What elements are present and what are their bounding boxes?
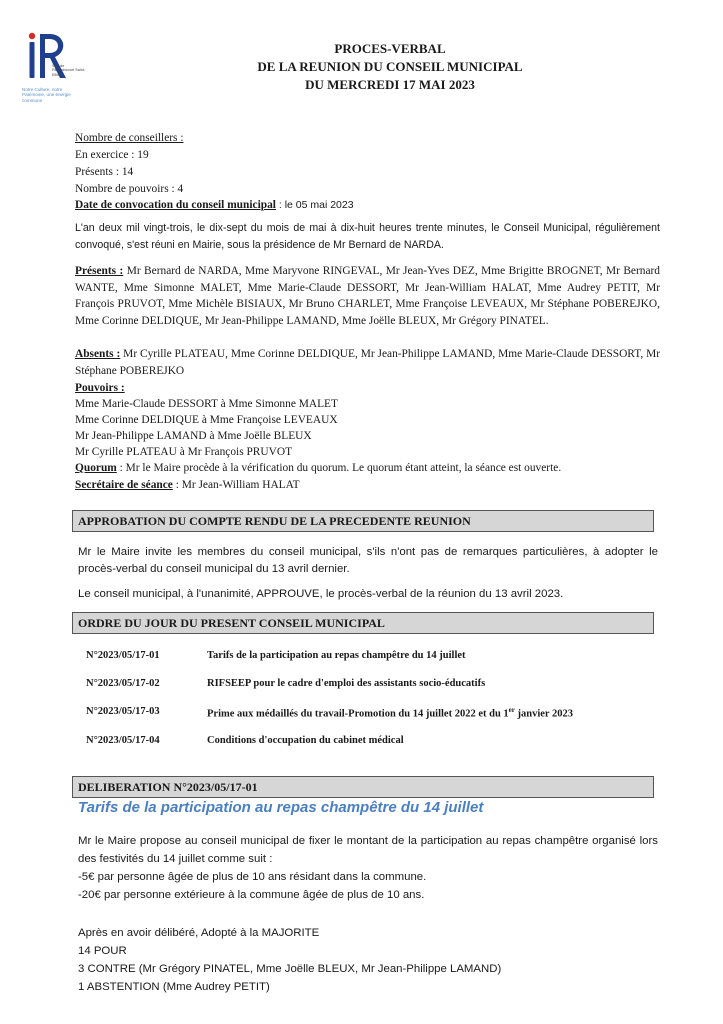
title-line-1: PROCES-VERBAL — [334, 41, 446, 56]
approval-result: Le conseil municipal, à l'unanimité, APPROUVE, le procès-verbal de la réunion du 13 avril 2023. — [78, 588, 564, 600]
proxy-item: Mr Cyrille PLATEAU à Mr François PRUVOT — [75, 446, 293, 458]
vote-for: 14 POUR — [78, 945, 127, 957]
agenda-number: N°2023/05/17-02 — [86, 678, 160, 689]
section-heading-deliberation: DELIBERATION N°2023/05/17-01 — [72, 776, 654, 798]
convocation-label: Date de convocation du conseil municipal — [75, 199, 276, 211]
section-heading-agenda: ORDRE DU JOUR DU PRESENT CONSEIL MUNICIPAL — [72, 612, 654, 634]
agenda-label: Conditions d'occupation du cabinet médical — [207, 735, 404, 746]
vote-against: 3 CONTRE (Mr Grégory PINATEL, Mme Joëlle BLEUX, Mr Jean-Philippe LAMAND) — [78, 963, 502, 975]
absent-block — [75, 346, 660, 379]
present-block — [75, 263, 660, 329]
logo-tagline: Notre Culture, notre Patrimoine, une énergie commune — [22, 87, 71, 103]
document-title — [200, 40, 580, 94]
vote-intro: Après en avoir délibéré, Adopté à la MAJORITE — [78, 927, 320, 939]
proxy-item: Mme Corinne DELDIQUE à Mme Françoise LEVEAUX — [75, 414, 338, 426]
absent-label: Absents : — [75, 348, 121, 360]
counts-exercise: En exercice : 19 — [75, 149, 149, 161]
counts-present: Présents : 14 — [75, 166, 134, 178]
convocation-value: : le 05 mai 2023 — [275, 199, 354, 211]
absent-text: Mr Cyrille PLATEAU, Mme Corinne DELDIQUE, Mr Jean-Philippe LAMAND, Mme Marie-Claude DESSORT, Mr Stéphane POBEREJKO — [75, 348, 660, 377]
secretary-text: : Mr Jean-William HALAT — [172, 479, 300, 491]
agenda-label — [207, 706, 573, 720]
counts-proxies: Nombre de pouvoirs : 4 — [75, 183, 184, 195]
agenda-label: RIFSEEP pour le cadre d'emploi des assistants socio-éducatifs — [207, 678, 486, 689]
intro-paragraph: L'an deux mil vingt-trois, le dix-sept du mois de mai à dix-huit heures trente minutes, le Conseil Municipal, régulièrement convoqué, s'est réuni en Mairie, sous la présidence de Mr Bernard de NARDA. — [75, 222, 660, 251]
counts-label: Nombre de conseillers : — [75, 132, 184, 144]
agenda-label-part: janvier 2023 — [514, 708, 574, 720]
title-line-2: DE LA REUNION DU CONSEIL MUNICIPAL — [257, 59, 523, 74]
quorum-line — [75, 460, 561, 477]
agenda-number: N°2023/05/17-04 — [86, 735, 160, 746]
convocation-line — [75, 197, 354, 214]
section-heading-approval: APPROBATION DU COMPTE RENDU DE LA PRECEDENTE REUNION — [72, 510, 654, 532]
deliberation-paragraph: Mr le Maire propose au conseil municipal de fixer le montant de la participation au repas champêtre organisé lors des festivités du 14 juillet comme suit : — [78, 835, 658, 865]
proxy-item: Mme Marie-Claude DESSORT à Mme Simonne MALET — [75, 398, 338, 410]
agenda-label-sup: er — [508, 706, 515, 714]
agenda-number: N°2023/05/17-03 — [86, 706, 160, 717]
secretary-line — [75, 477, 300, 494]
quorum-text: : Mr le Maire procède à la vérification du quorum. Le quorum étant atteint, la séance est ouverte. — [116, 462, 562, 474]
agenda-number: N°2023/05/17-01 — [86, 650, 160, 661]
tariff-line-1: -5€ par personne âgée de plus de 10 ans résidant dans la commune. — [78, 871, 427, 883]
present-label: Présents : — [75, 265, 124, 277]
deliberation-title: Tarifs de la participation au repas champêtre du 14 juillet — [78, 799, 484, 816]
tariff-line-2: -20€ par personne extérieure à la commune âgée de plus de 10 ans. — [78, 889, 425, 901]
quorum-label: Quorum — [75, 462, 117, 474]
proxies-label: Pouvoirs : — [75, 382, 125, 394]
proxy-item: Mr Jean-Philippe LAMAND à Mme Joëlle BLEUX — [75, 430, 312, 442]
secretary-label: Secrétaire de séance — [75, 479, 173, 491]
title-line-3: DU MERCREDI 17 MAI 2023 — [305, 77, 475, 92]
logo-small-text: Ville de Ressaincourt Saint-Ellier — [52, 64, 86, 77]
agenda-label-part: Prime aux médaillés du travail-Promotion du 14 juillet 2022 et du 1 — [207, 708, 509, 720]
approval-paragraph: Mr le Maire invite les membres du conseil municipal, s'ils n'ont pas de remarques particulières, à adopter le procès-verbal du conseil municipal du 13 avril dernier. — [78, 546, 658, 575]
present-text: Mr Bernard de NARDA, Mme Maryvone RINGEVAL, Mr Jean-Yves DEZ, Mme Brigitte BROGNET, Mr Bernard WANTE, Mme Simonne MALET, Mme Marie-Claude DESSORT, Mr Jean-William HALAT, Mme Audrey PETIT, Mr François PRUVOT, Mme Michèle BISIAUX, Mr Bruno CHARLET, Mme Françoise LEVEAUX, Mr Stéphane POBEREJKO, Mme Corinne DELDIQUE, Mr Jean-Philippe LAMAND, Mme Joëlle BLEUX, Mr Grégory PINATEL. — [75, 265, 660, 327]
vote-abstain: 1 ABSTENTION (Mme Audrey PETIT) — [78, 981, 270, 993]
agenda-label: Tarifs de la participation au repas champêtre du 14 juillet — [207, 650, 466, 661]
